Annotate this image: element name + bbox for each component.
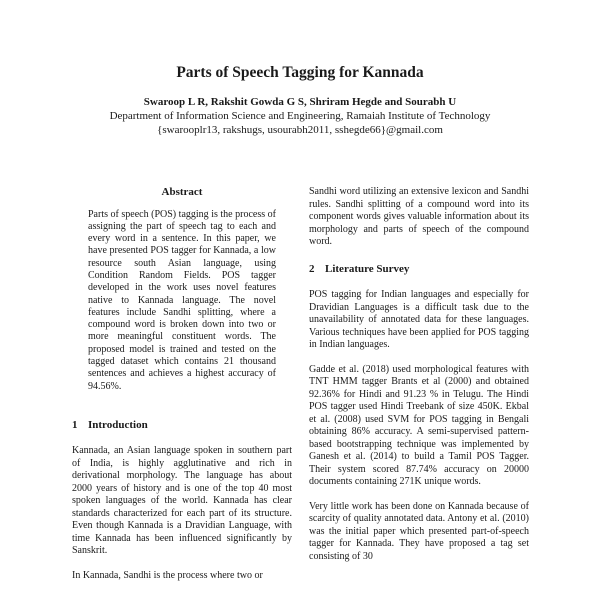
introduction-paragraph: In Kannada, Sandhi is the process where two or <box>72 569 263 581</box>
left-column <box>72 186 292 582</box>
affiliation: Department of Information Science and Engineering, Ramaiah Institute of Technology <box>109 110 491 122</box>
abstract-text: Parts of speech (POS) tagging is the process of assigning the part of speech tag to each and every word in a sentence. In this paper, we have presented POS tagger for Kannada, a low resource south Asian language, using Condition Random Fields. POS tagger developed in the work uses novel features native to Kannada language. The novel features include Sandhi splitting, where a compound word is broken down into two or more meaningful constituent words. The proposed model is trained and tested on the tagged dataset which contains 21 thousand sentences and achieves a highest accuracy of 94.56%. <box>88 208 276 392</box>
author-list: Swaroop L R, Rakshit Gowda G S, Shriram Hegde and Sourabh U <box>143 96 457 108</box>
continuation-paragraph: Sandhi word utilizing an extensive lexicon and Sandhi rules. Sandhi splitting of a compound word into its component words gives valuable information about its morphology and parts of speech of the compound word. <box>309 186 529 247</box>
literature-paragraph: Very little work has been done on Kannada because of scarcity of quality annotated data. Antony et al. (2010) was the initial paper which presented part-of-speech tagger for Kannada. They have proposed a tag set consisting of 30 <box>309 500 529 562</box>
section-title: Literature Survey <box>325 262 410 275</box>
author-emails: {swarooplr13, rakshugs, usourabh2011, sshegde66}@gmail.com <box>157 124 443 136</box>
introduction-heading <box>72 419 292 432</box>
right-column <box>309 186 529 563</box>
abstract-heading: Abstract <box>161 186 203 198</box>
section-number: 2 <box>309 262 315 275</box>
literature-paragraph: POS tagging for Indian languages and especially for Dravidian Languages is a difficult task due to the unavailability of annotated data for these languages. Various techniques have been applied for POS tagging in Indian languages. <box>309 289 529 350</box>
literature-paragraph: Gadde et al. (2018) used morphological features with TNT HMM tagger Brants et al (2000) and obtained 92.36% for Hindi and 91.23 % in Telugu. The Hindi POS tagger used Hindi Treebank of size 450K. Ekbal et al. (2008) used SVM for POS tagging in Bengali obtaining 86% accuracy. A semi-supervised pattern-based bootstrapping technique was implemented by Ganesh et al. (2014) to build a Tamil POS Tagger. Their system scored 87.74% accuracy on 20000 documents containing 271K unique words. <box>309 363 529 487</box>
paper-title: Parts of Speech Tagging for Kannada <box>176 64 424 81</box>
section-title: Introduction <box>88 418 148 431</box>
section-number: 1 <box>72 418 78 431</box>
introduction-paragraph: Kannada, an Asian language spoken in southern part of India, is highly agglutinative and rich in derivational morphology. The language has about 2000 years of history and is one of the top 40 most spoken languages of the world. Kannada has clear standards characterized for each part of its structure. Even though Kannada is a Dravidian Language, with time Kannada has been influenced significantly by Sanskrit. <box>72 445 292 557</box>
literature-heading <box>309 263 529 276</box>
